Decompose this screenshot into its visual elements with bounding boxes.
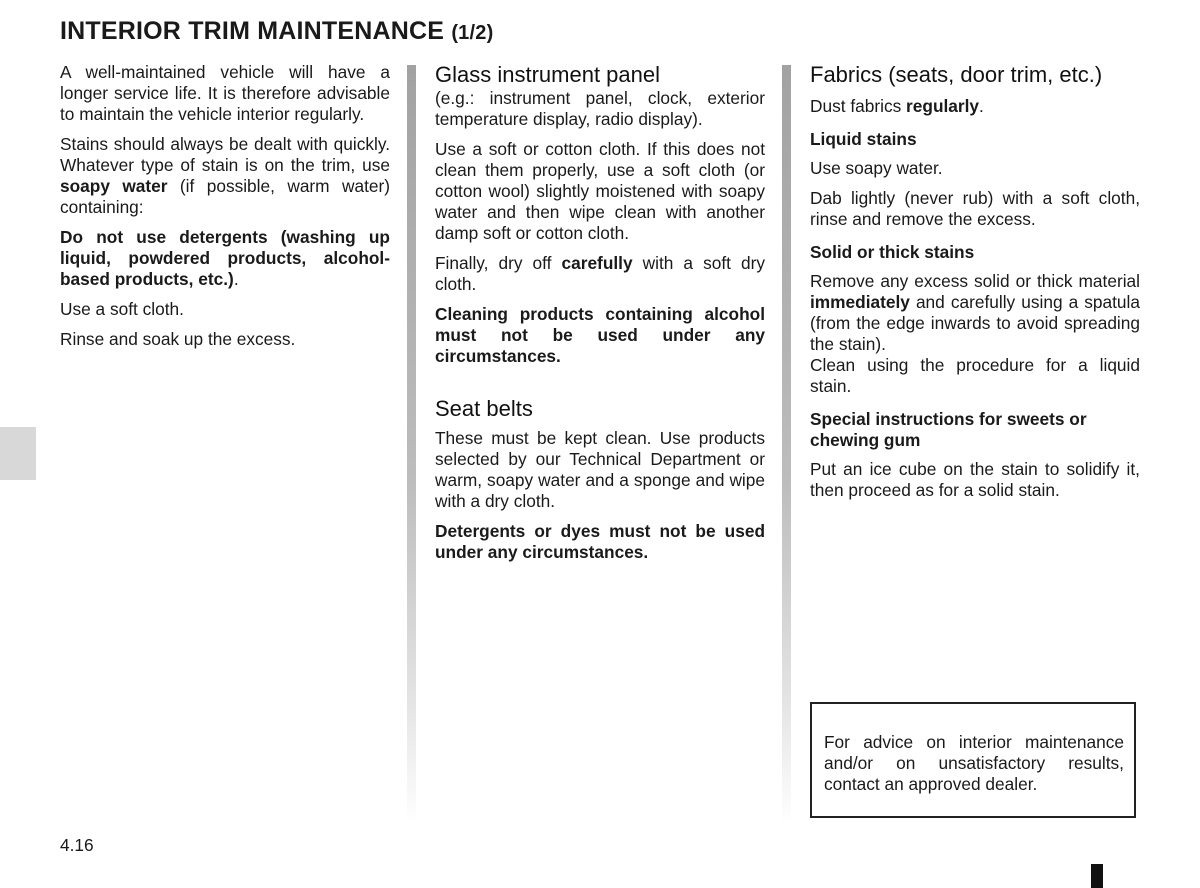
page-edge-marker (1091, 864, 1103, 888)
intro-detergent-warning: Do not use detergents (washing up liquid, powdered products, alcohol-based products, etc.). (60, 227, 390, 289)
intro-column (60, 62, 390, 359)
fabrics-heading: Fabrics (seats, door trim, etc.) (810, 62, 1103, 87)
special-instructions-heading: Special instructions for sweets or chewing gum (810, 409, 1087, 450)
seat-belts-heading: Seat belts (435, 396, 533, 421)
glass-seatbelt-column (435, 62, 765, 572)
intro-paragraph-5: Rinse and soak up the excess. (60, 329, 296, 349)
solid-stains-paragraph-1: Remove any excess solid or thick material immediately and carefully using a spatula (from the edge inwards to avoid spreading the stain). (810, 271, 1140, 354)
column-divider-bar (782, 65, 791, 825)
column-divider-bar (407, 65, 416, 825)
advice-note-text: For advice on interior maintenance and/or on unsatisfactory results, contact an approved dealer. (824, 732, 1124, 794)
liquid-stains-heading: Liquid stains (810, 129, 917, 149)
page-number: 4.16 (60, 835, 94, 855)
page-part-indicator: (1/2) (451, 22, 494, 44)
glass-panel-warning: Cleaning products containing alcohol must not be used under any circumstances. (435, 304, 765, 366)
liquid-stains-paragraph-1: Use soapy water. (810, 158, 943, 178)
glass-panel-paragraph-2: Finally, dry off carefully with a soft dry cloth. (435, 253, 765, 294)
page-title (60, 17, 493, 46)
solid-stains-paragraph-2: Clean using the procedure for a liquid stain. (810, 355, 1140, 396)
solid-stains-heading: Solid or thick stains (810, 242, 975, 262)
special-instructions-paragraph: Put an ice cube on the stain to solidify it, then proceed as for a solid stain. (810, 459, 1140, 500)
intro-paragraph-4: Use a soft cloth. (60, 299, 184, 319)
glass-panel-heading: Glass instrument panel (435, 62, 660, 87)
page-title-text: INTERIOR TRIM MAINTENANCE (60, 17, 445, 45)
intro-paragraph-1: A well-maintained vehicle will have a longer service life. It is therefore advisable to maintain the vehicle interior regularly. (60, 62, 390, 124)
liquid-stains-paragraph-2: Dab lightly (never rub) with a soft cloth, rinse and remove the excess. (810, 188, 1140, 229)
fabrics-column (810, 62, 1140, 510)
advice-note-box (810, 702, 1136, 818)
intro-paragraph-2: Stains should always be dealt with quickly. Whatever type of stain is on the trim, use soapy water (if possible, warm water) containing: (60, 134, 390, 217)
seat-belts-paragraph: These must be kept clean. Use products selected by our Technical Department or warm, soapy water and a sponge and wipe with a dry cloth. (435, 428, 765, 511)
seat-belts-warning: Detergents or dyes must not be used under any circumstances. (435, 521, 765, 562)
fabrics-paragraph-1: Dust fabrics regularly. (810, 96, 984, 116)
glass-panel-paragraph-1: Use a soft or cotton cloth. If this does not clean them properly, use a soft cloth (or cotton wool) slightly moistened with soapy water and then wipe clean with another damp soft or cotton cloth. (435, 139, 765, 243)
chapter-tab-marker (0, 427, 36, 480)
glass-panel-examples: (e.g.: instrument panel, clock, exterior temperature display, radio display). (435, 88, 765, 129)
